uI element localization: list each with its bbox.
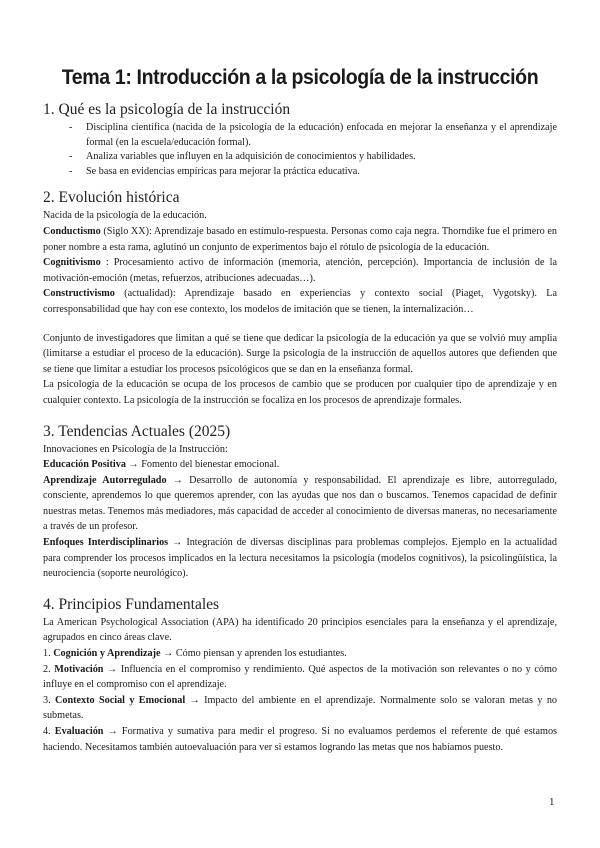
term-text: → Impacto del ambiente en el aprendizaje. Normalmente solo se valoran metas y no submetas. (43, 694, 558, 722)
principle-number: 4. (43, 726, 55, 737)
list-item: - Disciplina científica (nacida de la psicología de la educación) enfocada en mejorar la enseñanza y el aprendizaje formal (en la escuela/educación formal). (69, 121, 557, 150)
section-3-heading: 3. Tendencias Actuales (2025) (43, 422, 231, 440)
term-text: → Desarrollo de autonomía y responsabilidad. El aprendizaje es libre, autorregulado, consciente, aprendemos lo que queremos aprender, con las ayudas que nos dan o buscamos. Tenemos capacidad de definir nuestras metas. Tenemos más mediadores, más capacidad de acceder al conocimiento de diversas maneras, no necesariamente a través de un profesor. (43, 474, 557, 533)
term-text: → Integración de diversas disciplinas para problemas complejos. Ejemplo en la actualidad para comprender los procesos implicados en la lectura necesitamos la psicología (modelos cognitivos), la psicolingüística, la neurociencia (soporte neurológico). (43, 537, 557, 580)
principle-number: 3. (43, 694, 55, 706)
term-text: (Siglo XX): Aprendizaje basado en estímulo-respuesta. Personas como caja negra. Thorndike fue el primero en poner nombre a esta rama, aglutinó un conjunto de experimentos bajo el rótulo de psicología de la educación. (43, 225, 557, 253)
term-label: Conductismo (43, 225, 101, 237)
principle-item (43, 693, 557, 724)
principle-item (43, 646, 557, 662)
paragraph-educacion-positiva (43, 457, 557, 473)
principle-number: 2. (43, 663, 55, 675)
paragraph-cognitivismo (43, 255, 557, 286)
paragraph-psicologia-educacion: La psicología de la educación se ocupa de los procesos de cambio que se producen por cualquier tipo de aprendizaje y en cualquier contexto. La psicología de la instrucción se focaliza en los procesos de aprendizaje formales. (43, 379, 557, 406)
term-label: Constructivismo (43, 288, 115, 300)
paragraph-constructivismo (43, 286, 557, 317)
term-label: Contexto Social y Emocional (55, 694, 186, 706)
term-label: Evaluación (54, 726, 104, 737)
paragraph-enfoques-interdisciplinarios (43, 535, 557, 582)
section-1-list (43, 121, 557, 179)
document-title: Tema 1: Introducción a la psicología de la instrucción (61, 66, 539, 89)
principle-number: 1. (43, 648, 54, 660)
section-4-intro: La American Psychological Association (APA) ha identificado 20 principios esenciales para la enseñanza y el aprendizaje, agrupados en cinco áreas clave. (43, 616, 557, 644)
paragraph-investigadores: Conjunto de investigadores que limitan a qué se tiene que dedicar la psicología de la educación ya que se volvió muy amplia (limitarse a estudiar el proceso de la educación). Surge la psicología de la instrucción de aquellos autores que defienden que se tiene que limitar a estudiar los procesos psicológicos que se dan en la enseñanza formal. (43, 332, 557, 375)
list-item: - Analiza variables que influyen en la adquisición de conocimientos y habilidades. (69, 150, 557, 165)
section-3-intro: Innovaciones en Psicología de la Instrucción: (43, 443, 228, 455)
term-label: Cognición y Aprendizaje (53, 648, 161, 660)
term-text: → Formativa y sumativa para medir el progreso. Si no evaluamos perdemos el referente de qué estamos haciendo. Necesitamos también autoevaluación para ver si estamos logrando las metas que nos habíamos puesto. (43, 726, 557, 753)
term-text: : Procesamiento activo de información (memoria, atención, percepción). Importancia de inclusión de la motivación-emoción (metas, refuerzos, atribuciones adecuadas…). (43, 257, 557, 284)
document-page (43, 64, 557, 755)
term-label: Enfoques Interdisciplinarios (43, 537, 169, 549)
section-1-heading: 1. Qué es la psicología de la instrucción (43, 101, 291, 118)
term-label: Cognitivismo (43, 257, 101, 269)
term-text: → Influencia en el compromiso y rendimiento. Qué aspectos de la motivación son relevantes o no y cómo influye en el compromiso con el aprendizaje. (43, 663, 557, 691)
term-label: Aprendizaje Autorregulado (43, 474, 167, 486)
page-number: 1 (549, 796, 555, 808)
term-label: Educación Positiva (43, 459, 126, 471)
paragraph-conductismo (43, 224, 557, 255)
term-text: → Cómo piensan y aprenden los estudiantes. (160, 648, 347, 660)
term-text: → Fomento del bienestar emocional. (125, 459, 280, 471)
list-item: - Se basa en evidencias empíricas para mejorar la práctica educativa. (69, 165, 557, 180)
section-2-heading: 2. Evolución histórica (43, 189, 180, 207)
paragraph-aprendizaje-autorregulado (43, 473, 557, 535)
section-2-intro: Nacida de la psicología de la educación. (43, 210, 207, 222)
term-text: (actualidad): Aprendizaje basado en experiencias y contexto social (Piaget, Vygotsky). La corresponsabilidad que hay con ese contexto, los modelos de imitación que se tienen, la internalización… (43, 288, 557, 315)
section-4-heading: 4. Principios Fundamentales (43, 595, 220, 613)
principle-item (43, 662, 557, 693)
principle-item (43, 724, 557, 755)
term-label: Motivación (54, 663, 104, 675)
